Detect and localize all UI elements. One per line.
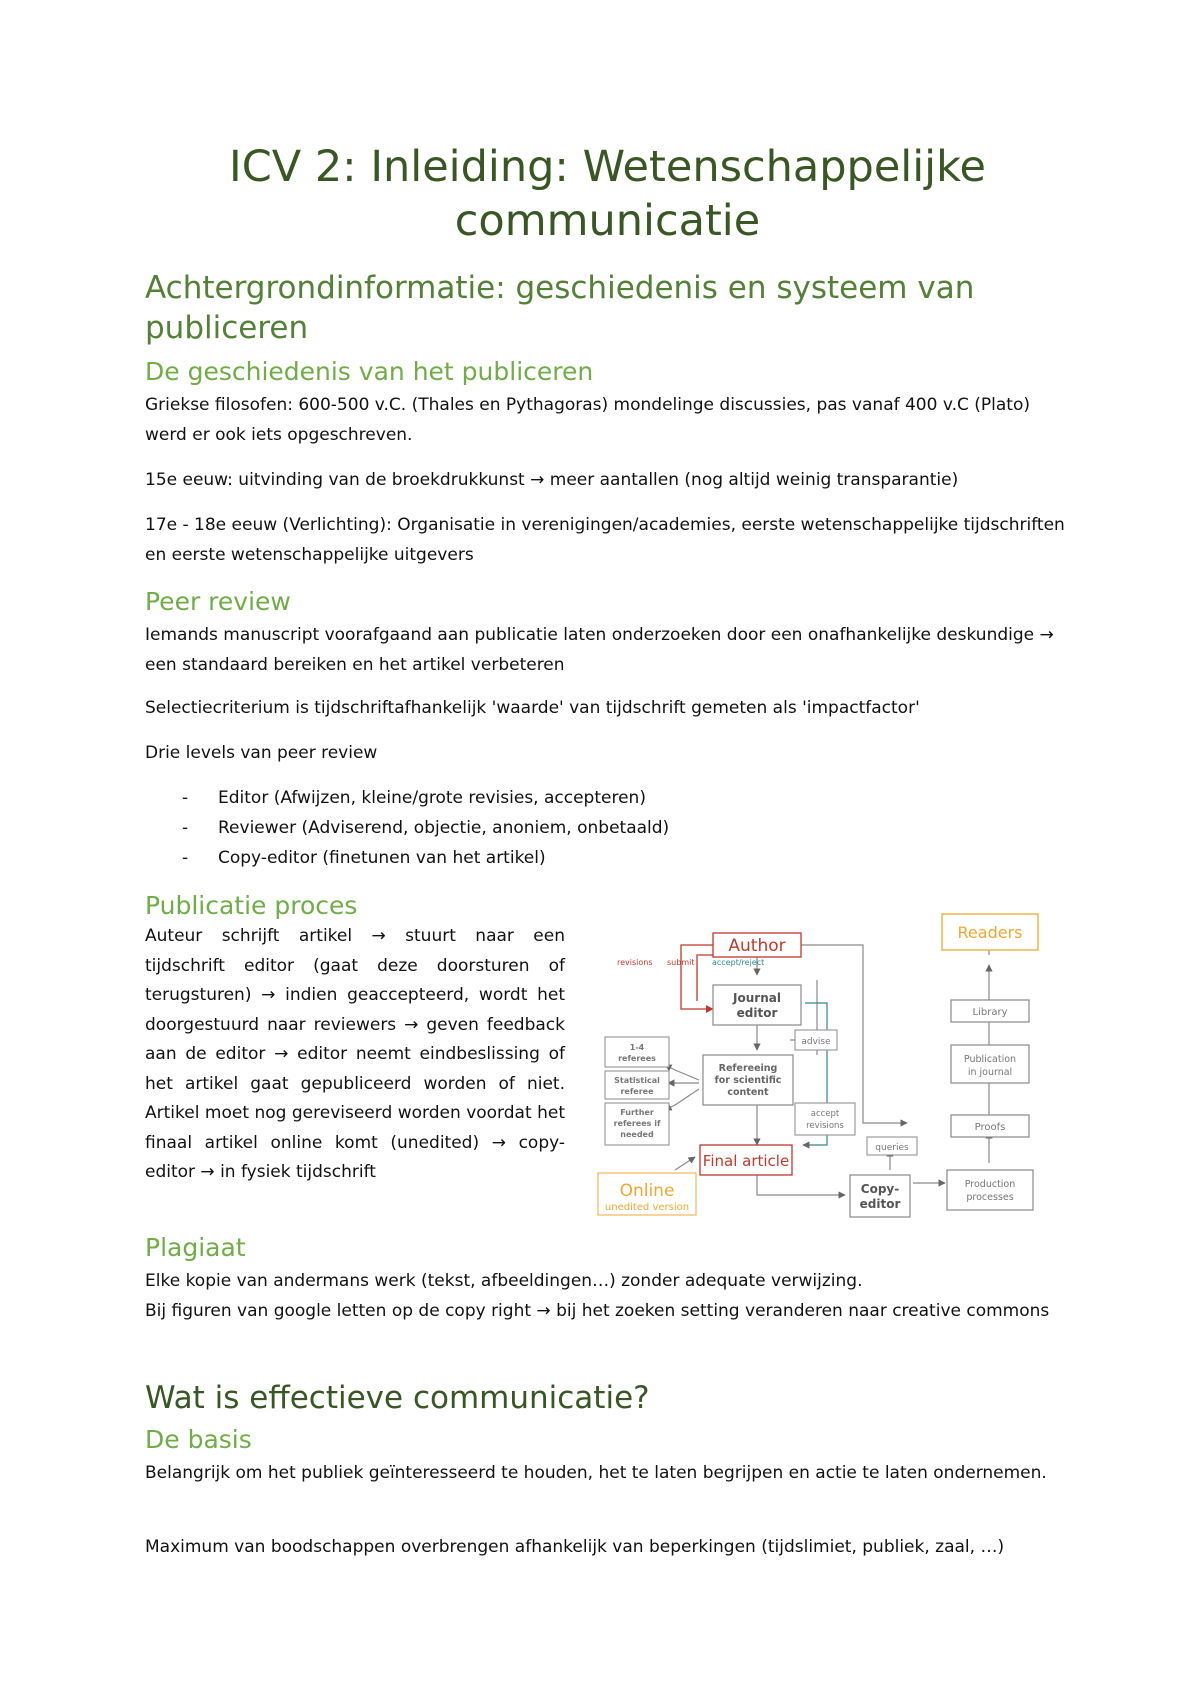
box-referees-1-4	[605, 1037, 669, 1067]
paragraph-publication-process: Auteur schrijft artikel → stuurt naar een tijdschrift editor (gaat deze doorsturen of terugsturen) → indien geaccepteerd, wordt het doorgestuurd naar reviewers → geven feedback aan de editor → editor neemt eindbeslissing of het artikel gaat gepubliceerd worden of niet. Artikel moet nog gereviseerd worden voordat het finaal artikel online komt (unedited) → copy-editor → in fysiek tijdschrift	[145, 926, 565, 1182]
connector-ref-further	[665, 1089, 699, 1110]
svg-text:Readers: Readers	[957, 923, 1023, 942]
subheading-publication-process: Publicatie proces	[145, 891, 358, 920]
svg-text:content: content	[727, 1087, 769, 1098]
box-library	[951, 1000, 1029, 1022]
box-copy-editor	[850, 1175, 910, 1217]
svg-text:revisions: revisions	[806, 1121, 844, 1131]
svg-text:Library: Library	[972, 1007, 1008, 1018]
paragraph-basis-1: Belangrijk om het publiek geïnteresseerd te houden, het te laten begrijpen en actie te laten ondernemen.	[145, 1463, 1047, 1483]
box-proofs	[951, 1115, 1029, 1137]
svg-text:queries: queries	[875, 1143, 909, 1153]
paragraph-history-2: 15e eeuw: uitvinding van de broekdrukkunst → meer aantallen (nog altijd weinig transparantie)	[145, 470, 959, 490]
box-queries	[867, 1137, 917, 1155]
paragraph-peer-review-1: Iemands manuscript voorafgaand aan publicatie laten onderzoeken door een onafhankelijke deskundige → een standaard bereiken en het artikel verbeteren	[145, 625, 1054, 675]
svg-text:Further: Further	[620, 1108, 654, 1117]
connector-ref-1-4	[665, 1065, 699, 1080]
box-advise	[795, 1030, 837, 1050]
diagram-red-connectors	[681, 945, 713, 1009]
svg-text:Refereeing: Refereeing	[718, 1063, 778, 1074]
svg-text:Proofs: Proofs	[974, 1122, 1006, 1133]
svg-text:referees if: referees if	[613, 1119, 661, 1128]
svg-text:needed: needed	[620, 1130, 654, 1139]
svg-text:processes: processes	[966, 1192, 1014, 1203]
svg-text:editor: editor	[736, 1006, 778, 1020]
connector-submit	[697, 955, 713, 1001]
box-further-referees	[605, 1103, 669, 1145]
publication-process-diagram	[595, 905, 1080, 1235]
paragraph-peer-review-3: Drie levels van peer review	[145, 743, 378, 763]
svg-text:Publication: Publication	[963, 1054, 1017, 1065]
box-refereeing	[703, 1055, 793, 1105]
box-final-article	[700, 1145, 792, 1175]
label-accept-reject: accept/reject	[712, 958, 765, 967]
connector-final-online	[675, 1157, 695, 1170]
svg-text:Journal: Journal	[733, 991, 781, 1005]
svg-text:for scientific: for scientific	[714, 1075, 782, 1086]
box-production-processes	[947, 1170, 1033, 1210]
svg-text:referee: referee	[620, 1087, 654, 1096]
svg-text:Production: Production	[964, 1179, 1016, 1190]
list-dash: -	[182, 848, 189, 868]
list-item: - Editor (Afwijzen, kleine/grote revisies, accepteren)	[145, 783, 669, 813]
paragraph-plagiarism-1: Elke kopie van andermans werk (tekst, afbeeldingen…) zonder adequate verwijzing.	[145, 1271, 863, 1291]
svg-text:1-4: 1-4	[629, 1043, 645, 1052]
label-submit: submit	[667, 958, 695, 967]
label-revisions: revisions	[617, 958, 653, 967]
svg-text:referees: referees	[618, 1054, 656, 1063]
svg-text:advise: advise	[801, 1037, 831, 1047]
box-author	[713, 933, 801, 957]
subheading-basis: De basis	[145, 1425, 252, 1454]
paragraph-plagiarism-2: Bij figuren van google letten op de copy right → bij het zoeken setting veranderen naar creative commons	[145, 1301, 1050, 1321]
box-online	[598, 1173, 696, 1215]
svg-text:unedited version: unedited version	[604, 1202, 690, 1213]
section-heading-effective-communication: Wat is effectieve communicatie?	[145, 1380, 650, 1416]
svg-text:in journal: in journal	[967, 1067, 1013, 1078]
svg-text:Online: Online	[619, 1181, 675, 1201]
box-readers	[942, 914, 1038, 950]
paragraph-basis-2: Maximum van boodschappen overbrengen afhankelijk van beperkingen (tijdslimiet, publiek, zaal, …)	[145, 1537, 1005, 1557]
list-dash: -	[182, 788, 189, 808]
svg-text:editor: editor	[859, 1197, 901, 1211]
svg-text:Statistical: Statistical	[614, 1076, 660, 1085]
paragraph-history-3: 17e - 18e eeuw (Verlichting): Organisatie in verenigingen/academies, eerste wetenschappelijke tijdschriften en eerste wetenschappelijke uitgevers	[145, 515, 1065, 565]
list-dash: -	[182, 818, 189, 838]
peer-review-levels-list	[145, 783, 669, 873]
svg-text:Author: Author	[728, 936, 786, 956]
list-item: - Reviewer (Adviserend, objectie, anoniem, onbetaald)	[145, 813, 669, 843]
paragraph-history-1: Griekse filosofen: 600-500 v.C. (Thales en Pythagoras) mondelinge discussies, pas vanaf 400 v.C (Plato) werd er ook iets opgeschreven.	[145, 395, 1030, 445]
section-heading-background: Achtergrondinformatie: geschiedenis en systeem van publiceren	[145, 270, 975, 346]
paragraph-peer-review-2: Selectiecriterium is tijdschriftafhankelijk 'waarde' van tijdschrift gemeten als 'impactfactor'	[145, 698, 920, 718]
box-journal-editor	[713, 985, 801, 1025]
svg-text:Final article: Final article	[702, 1152, 790, 1170]
box-publication-in-journal	[951, 1045, 1029, 1083]
subheading-plagiarism: Plagiaat	[145, 1233, 246, 1262]
list-item: - Copy-editor (finetunen van het artikel)	[145, 843, 669, 873]
subheading-history: De geschiedenis van het publiceren	[145, 357, 594, 386]
svg-text:accept: accept	[810, 1109, 840, 1119]
subheading-peer-review: Peer review	[145, 587, 291, 616]
box-accept-revisions	[795, 1103, 855, 1135]
svg-text:Copy-: Copy-	[860, 1182, 900, 1196]
document-title: ICV 2: Inleiding: Wetenschappelijke communicatie	[229, 142, 986, 246]
box-statistical-referee	[605, 1071, 669, 1099]
